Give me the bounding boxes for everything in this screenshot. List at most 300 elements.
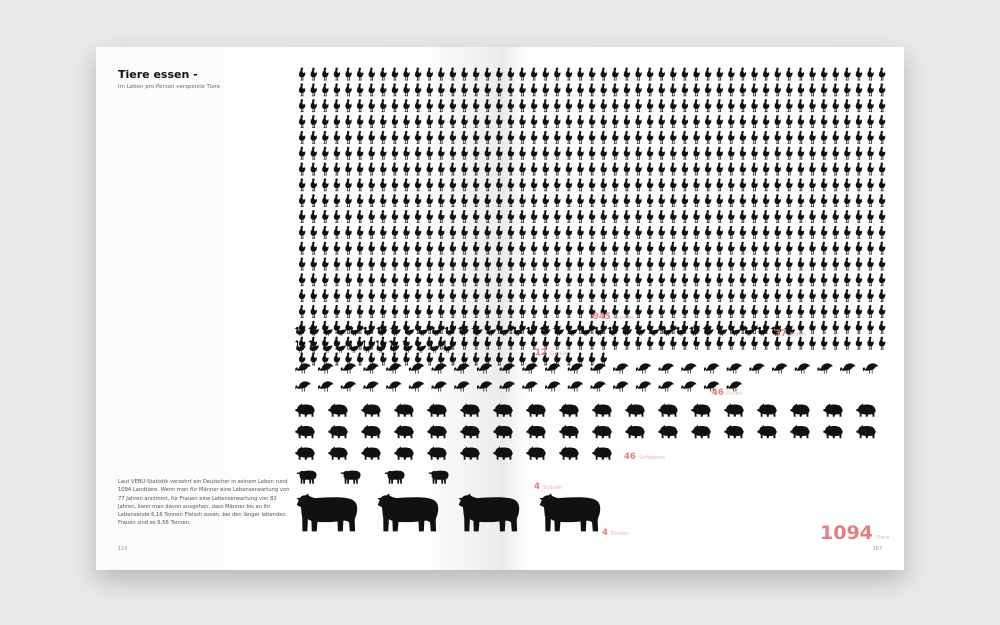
chicken-icon — [740, 68, 746, 81]
chicken-icon — [345, 83, 351, 96]
chicken-icon — [786, 257, 792, 270]
chicken-icon — [334, 115, 340, 128]
chicken-icon — [543, 210, 549, 223]
chicken-icon — [299, 83, 305, 96]
cow-icon — [539, 494, 600, 532]
chicken-icon — [357, 131, 363, 144]
chicken-icon — [740, 257, 746, 270]
chicken-icon — [369, 68, 375, 81]
chicken-icon — [322, 210, 328, 223]
turkey-icon — [636, 381, 652, 391]
chicken-icon — [647, 131, 653, 144]
chicken-icon — [531, 99, 537, 112]
chicken-icon — [392, 68, 398, 81]
chicken-icon — [531, 131, 537, 144]
chicken-icon — [380, 99, 386, 112]
chicken-icon — [508, 226, 514, 239]
chicken-icon — [380, 68, 386, 81]
body-text: Laut VEBU-Statistik verzehrt ein Deutscher in seinem Leben rund 1094 Landtiere. Wenn man für Männer eine Lebenserwartung von 77 Jahren annimmt, für Frauen eine Lebenserwartung von 82 Jahren, kann man davon ausgehen, dass Männer bis an ihr Lebensende 6,16 Tonnen Fleisch essen, bei den länger lebenden Frauen sind es 6,56 Tonnen. — [118, 479, 290, 527]
chicken-icon — [380, 194, 386, 207]
chicken-icon — [589, 115, 595, 128]
chicken-icon — [438, 337, 444, 350]
chicken-icon — [798, 337, 804, 350]
chicken-icon — [647, 289, 653, 302]
chicken-icon — [809, 131, 815, 144]
category-label — [712, 388, 743, 398]
chicken-icon — [485, 99, 491, 112]
chicken-icon — [751, 83, 757, 96]
chicken-icon — [705, 226, 711, 239]
chicken-icon — [508, 115, 514, 128]
chicken-icon — [438, 83, 444, 96]
chicken-icon — [531, 163, 537, 176]
chicken-icon — [601, 83, 607, 96]
turkey-icon — [363, 363, 379, 373]
chicken-icon — [369, 99, 375, 112]
chicken-icon — [403, 131, 409, 144]
chicken-icon — [334, 289, 340, 302]
chicken-icon — [543, 131, 549, 144]
chicken-icon — [763, 194, 769, 207]
chicken-icon — [531, 115, 537, 128]
turkey-icon — [522, 381, 538, 391]
pig-icon — [427, 446, 447, 460]
pig-icon — [526, 446, 546, 460]
category-value: 46 — [712, 388, 724, 398]
chicken-icon — [856, 257, 862, 270]
chicken-icon — [427, 226, 433, 239]
chicken-icon — [821, 147, 827, 160]
chicken-icon — [612, 147, 618, 160]
chicken-icon — [612, 163, 618, 176]
chicken-icon — [740, 131, 746, 144]
category-label — [602, 528, 630, 538]
chicken-icon — [612, 178, 618, 191]
chicken-icon — [357, 147, 363, 160]
chicken-icon — [473, 178, 479, 191]
chicken-icon — [670, 210, 676, 223]
chicken-icon — [438, 194, 444, 207]
chicken-icon — [473, 226, 479, 239]
chicken-icon — [543, 68, 549, 81]
chicken-icon — [740, 289, 746, 302]
chicken-icon — [867, 147, 873, 160]
cow-icon — [296, 494, 357, 532]
chicken-icon — [833, 210, 839, 223]
pig-icon — [592, 403, 612, 417]
chicken-icon — [299, 178, 305, 191]
chicken-icon — [844, 83, 850, 96]
chicken-icon — [427, 352, 433, 365]
chicken-icon — [554, 210, 560, 223]
chicken-icon — [693, 194, 699, 207]
chicken-icon — [322, 163, 328, 176]
chicken-icon — [496, 305, 502, 318]
chicken-icon — [670, 147, 676, 160]
chicken-icon — [867, 68, 873, 81]
chicken-icon — [705, 178, 711, 191]
chicken-icon — [345, 147, 351, 160]
chicken-icon — [635, 257, 641, 270]
chicken-icon — [554, 337, 560, 350]
chicken-icon — [450, 68, 456, 81]
chicken-icon — [554, 163, 560, 176]
chicken-icon — [612, 68, 618, 81]
turkey-icon — [522, 363, 538, 373]
chicken-icon — [740, 147, 746, 160]
chicken-icon — [485, 163, 491, 176]
turkey-icon — [613, 381, 629, 391]
chicken-icon — [717, 68, 723, 81]
chicken-icon — [647, 68, 653, 81]
chicken-icon — [577, 163, 583, 176]
chicken-icon — [856, 83, 862, 96]
chicken-icon — [775, 226, 781, 239]
chicken-icon — [705, 273, 711, 286]
chicken-icon — [751, 115, 757, 128]
chicken-icon — [508, 337, 514, 350]
chicken-icon — [717, 305, 723, 318]
chicken-icon — [403, 68, 409, 81]
chicken-icon — [786, 226, 792, 239]
chicken-icon — [659, 289, 665, 302]
chicken-icon — [717, 210, 723, 223]
chicken-icon — [821, 337, 827, 350]
chicken-icon — [705, 257, 711, 270]
chicken-icon — [357, 115, 363, 128]
chicken-icon — [403, 226, 409, 239]
pig-icon — [493, 446, 513, 460]
chicken-icon — [693, 273, 699, 286]
chicken-icon — [728, 131, 734, 144]
category-name: Hühner — [613, 315, 634, 321]
chicken-icon — [473, 289, 479, 302]
chicken-icon — [461, 99, 467, 112]
chicken-icon — [311, 273, 317, 286]
turkey-icon — [636, 363, 652, 373]
chicken-icon — [427, 289, 433, 302]
chicken-icon — [543, 83, 549, 96]
chicken-icon — [450, 226, 456, 239]
chicken-icon — [693, 131, 699, 144]
chicken-icon — [775, 83, 781, 96]
chicken-icon — [717, 115, 723, 128]
chicken-icon — [577, 273, 583, 286]
chicken-icon — [450, 83, 456, 96]
chicken-icon — [311, 178, 317, 191]
chicken-icon — [589, 83, 595, 96]
chicken-icon — [589, 242, 595, 255]
chicken-icon — [519, 115, 525, 128]
chicken-icon — [334, 194, 340, 207]
chicken-icon — [380, 305, 386, 318]
chicken-icon — [728, 68, 734, 81]
chicken-icon — [334, 68, 340, 81]
chicken-icon — [415, 194, 421, 207]
pig-icon — [559, 403, 579, 417]
chicken-icon — [403, 289, 409, 302]
chicken-icon — [427, 83, 433, 96]
chicken-icon — [670, 305, 676, 318]
chicken-icon — [380, 242, 386, 255]
chicken-icon — [798, 131, 804, 144]
chicken-icon — [705, 194, 711, 207]
chicken-icon — [415, 147, 421, 160]
chicken-icon — [345, 305, 351, 318]
chicken-icon — [751, 337, 757, 350]
turkey-icon — [454, 381, 470, 391]
chicken-icon — [299, 68, 305, 81]
chicken-icon — [357, 257, 363, 270]
pig-icon — [856, 425, 876, 439]
chicken-icon — [775, 115, 781, 128]
chicken-icon — [670, 83, 676, 96]
chicken-icon — [496, 210, 502, 223]
chicken-icon — [554, 257, 560, 270]
turkey-icon — [295, 363, 311, 373]
chicken-icon — [473, 352, 479, 365]
chicken-icon — [508, 352, 514, 365]
chicken-icon — [682, 147, 688, 160]
chicken-icon — [612, 273, 618, 286]
chicken-icon — [566, 99, 572, 112]
chicken-icon — [612, 257, 618, 270]
chicken-icon — [844, 99, 850, 112]
chicken-icon — [647, 242, 653, 255]
chicken-icon — [763, 242, 769, 255]
chicken-icon — [554, 147, 560, 160]
chicken-icon — [543, 115, 549, 128]
chicken-icon — [473, 257, 479, 270]
cow-icon — [458, 494, 519, 532]
chicken-icon — [496, 163, 502, 176]
chicken-icon — [554, 178, 560, 191]
chicken-icon — [693, 83, 699, 96]
chicken-icon — [775, 242, 781, 255]
chicken-icon — [879, 68, 885, 81]
chicken-icon — [380, 352, 386, 365]
chicken-icon — [473, 273, 479, 286]
chicken-icon — [519, 337, 525, 350]
chicken-icon — [763, 131, 769, 144]
chicken-icon — [682, 289, 688, 302]
chicken-icon — [461, 273, 467, 286]
chicken-icon — [531, 273, 537, 286]
chicken-icon — [856, 147, 862, 160]
chicken-icon — [508, 163, 514, 176]
chicken-icon — [427, 163, 433, 176]
chicken-icon — [647, 273, 653, 286]
chicken-icon — [833, 242, 839, 255]
chicken-icon — [659, 147, 665, 160]
chicken-icon — [786, 273, 792, 286]
chicken-icon — [693, 242, 699, 255]
chicken-icon — [403, 178, 409, 191]
chicken-icon — [659, 226, 665, 239]
chicken-icon — [833, 194, 839, 207]
total-label — [820, 522, 890, 544]
chicken-icon — [821, 68, 827, 81]
chicken-icon — [682, 337, 688, 350]
chicken-icon — [798, 273, 804, 286]
chicken-icon — [693, 257, 699, 270]
chicken-icon — [821, 194, 827, 207]
chicken-icon — [566, 210, 572, 223]
chicken-icon — [508, 321, 514, 334]
chicken-icon — [415, 289, 421, 302]
chicken-icon — [473, 131, 479, 144]
chicken-icon — [566, 68, 572, 81]
chicken-icon — [612, 210, 618, 223]
chicken-icon — [392, 210, 398, 223]
category-name: Puten — [726, 391, 743, 397]
chicken-icon — [322, 68, 328, 81]
chicken-icon — [717, 147, 723, 160]
chicken-icon — [717, 273, 723, 286]
turkey-icon — [659, 363, 675, 373]
total-unit: Tiere — [875, 535, 890, 541]
chicken-icon — [438, 163, 444, 176]
category-name: Schafe — [542, 485, 562, 491]
chicken-icon — [740, 210, 746, 223]
chicken-icon — [763, 163, 769, 176]
chicken-icon — [392, 273, 398, 286]
turkey-icon — [613, 363, 629, 373]
chicken-icon — [485, 147, 491, 160]
chicken-icon — [624, 194, 630, 207]
chicken-icon — [531, 226, 537, 239]
chicken-icon — [601, 210, 607, 223]
pig-icon — [724, 403, 744, 417]
chicken-icon — [728, 305, 734, 318]
chicken-icon — [311, 226, 317, 239]
turkey-icon — [545, 363, 561, 373]
chicken-icon — [311, 83, 317, 96]
chicken-icon — [751, 163, 757, 176]
chicken-icon — [345, 242, 351, 255]
turkey-icon — [681, 363, 697, 373]
chicken-icon — [322, 194, 328, 207]
chicken-icon — [485, 273, 491, 286]
chicken-icon — [844, 242, 850, 255]
chicken-icon — [763, 273, 769, 286]
chicken-icon — [740, 305, 746, 318]
chicken-icon — [450, 99, 456, 112]
chicken-icon — [450, 194, 456, 207]
chicken-icon — [763, 226, 769, 239]
chicken-icon — [403, 163, 409, 176]
chicken-icon — [299, 210, 305, 223]
chicken-icon — [485, 305, 491, 318]
chicken-icon — [821, 242, 827, 255]
pig-icon — [328, 403, 348, 417]
chicken-icon — [867, 337, 873, 350]
chicken-icon — [473, 83, 479, 96]
chicken-icon — [809, 337, 815, 350]
chicken-icon — [369, 131, 375, 144]
chicken-icon — [311, 115, 317, 128]
chicken-icon — [809, 257, 815, 270]
chicken-icon — [369, 273, 375, 286]
chicken-icon — [821, 115, 827, 128]
chicken-icon — [775, 305, 781, 318]
chicken-icon — [751, 226, 757, 239]
chicken-icon — [775, 289, 781, 302]
chicken-icon — [519, 178, 525, 191]
pig-icon — [394, 425, 414, 439]
chicken-icon — [763, 83, 769, 96]
chicken-icon — [809, 305, 815, 318]
chicken-icon — [659, 242, 665, 255]
chicken-icon — [833, 131, 839, 144]
chicken-icon — [577, 352, 583, 365]
chicken-icon — [577, 210, 583, 223]
chicken-icon — [751, 305, 757, 318]
chicken-icon — [438, 352, 444, 365]
chicken-icon — [833, 289, 839, 302]
chicken-icon — [833, 257, 839, 270]
chicken-icon — [809, 289, 815, 302]
chicken-icon — [543, 194, 549, 207]
chicken-icon — [705, 99, 711, 112]
chicken-icon — [844, 210, 850, 223]
chicken-icon — [786, 289, 792, 302]
chicken-icon — [403, 305, 409, 318]
chicken-icon — [589, 68, 595, 81]
chicken-icon — [589, 147, 595, 160]
chicken-icon — [461, 68, 467, 81]
chicken-icon — [577, 99, 583, 112]
pig-icon — [559, 446, 579, 460]
chicken-icon — [508, 178, 514, 191]
chicken-icon — [856, 178, 862, 191]
chicken-icon — [392, 178, 398, 191]
chicken-icon — [809, 321, 815, 334]
chicken-icon — [519, 163, 525, 176]
chicken-icon — [682, 178, 688, 191]
chicken-icon — [334, 131, 340, 144]
chicken-icon — [589, 210, 595, 223]
chicken-icon — [577, 68, 583, 81]
chicken-icon — [369, 257, 375, 270]
chicken-icon — [357, 273, 363, 286]
chicken-icon — [485, 242, 491, 255]
chicken-icon — [461, 194, 467, 207]
chicken-icon — [485, 131, 491, 144]
category-value: 945 — [593, 312, 611, 322]
chicken-icon — [461, 242, 467, 255]
chicken-icon — [299, 163, 305, 176]
chicken-icon — [357, 305, 363, 318]
chicken-icon — [438, 273, 444, 286]
chicken-icon — [450, 289, 456, 302]
chicken-icon — [519, 289, 525, 302]
chicken-icon — [415, 273, 421, 286]
chicken-icon — [334, 99, 340, 112]
chicken-icon — [496, 337, 502, 350]
chicken-icon — [670, 242, 676, 255]
category-label — [534, 482, 562, 492]
chicken-icon — [334, 147, 340, 160]
chicken-icon — [775, 210, 781, 223]
chicken-icon — [821, 321, 827, 334]
chicken-icon — [786, 178, 792, 191]
chicken-icon — [496, 131, 502, 144]
chicken-icon — [682, 210, 688, 223]
chicken-icon — [786, 115, 792, 128]
chicken-icon — [380, 226, 386, 239]
chicken-icon — [403, 99, 409, 112]
